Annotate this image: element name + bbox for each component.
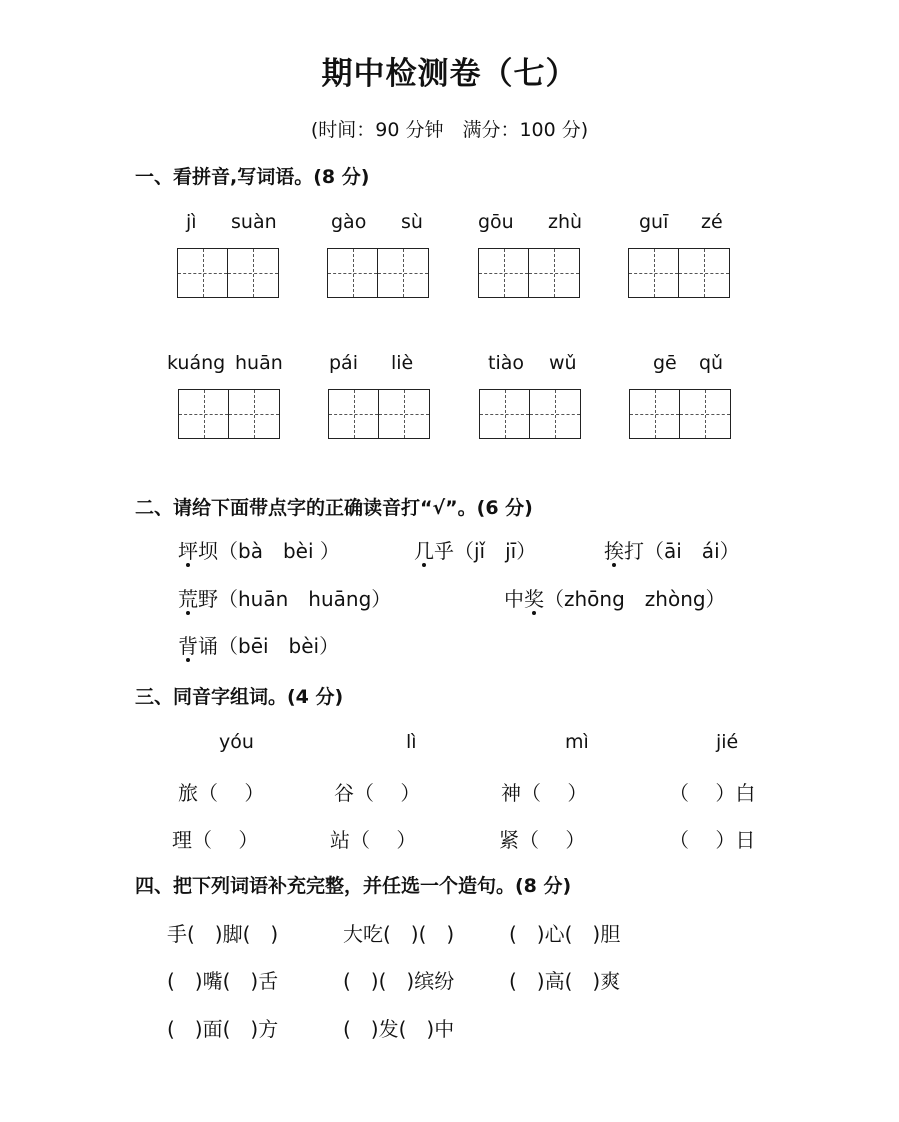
- writing-grid[interactable]: [478, 248, 580, 298]
- word-blank[interactable]: （ ）白: [669, 781, 756, 805]
- pinyin-2-2a: pái: [329, 352, 358, 374]
- item-text: （zhōng zhòng）: [544, 587, 726, 611]
- idiom-blank[interactable]: ( )高( )爽: [509, 969, 621, 993]
- writing-grid[interactable]: [628, 248, 730, 298]
- item-text: 诵（bēi bèi）: [198, 634, 340, 658]
- section1-heading: 一、看拼音,写词语。(8 分): [135, 166, 370, 188]
- pinyin-2-4b: qǔ: [699, 352, 724, 374]
- item-text: 乎（jǐ jī）: [434, 539, 537, 563]
- dotted-char: 坪: [178, 539, 198, 563]
- dotted-char: 挨: [604, 539, 624, 563]
- reading-item[interactable]: [178, 630, 339, 659]
- dotted-char: 奖: [524, 587, 544, 611]
- dotted-char: 背: [178, 634, 198, 658]
- pinyin-mi: mì: [565, 731, 589, 753]
- idiom-blank[interactable]: 手( )脚( ): [167, 922, 279, 946]
- reading-item[interactable]: [178, 583, 391, 612]
- section2-heading: 二、请给下面带点字的正确读音打“√”。(6 分): [135, 497, 533, 519]
- reading-item[interactable]: [604, 535, 740, 564]
- pinyin-2-3b: wǔ: [549, 352, 577, 374]
- pinyin-1-2a: gào: [331, 211, 367, 233]
- pinyin-li: lì: [406, 731, 417, 753]
- exam-info: (时间：90 分钟 满分：100 分): [310, 119, 589, 141]
- pinyin-jie: jié: [716, 731, 739, 753]
- section3-heading: 三、同音字组词。(4 分): [135, 686, 344, 708]
- pinyin-1-4a: guī: [639, 211, 669, 233]
- writing-grid[interactable]: [328, 389, 430, 439]
- word-blank[interactable]: 理（ ）: [172, 828, 259, 852]
- pinyin-2-1a: kuáng: [167, 352, 226, 374]
- item-text: 中: [504, 587, 524, 611]
- writing-grid[interactable]: [629, 389, 731, 439]
- item-text: 打（āi ái）: [624, 539, 740, 563]
- item-text: 野（huān huāng）: [198, 587, 392, 611]
- reading-item[interactable]: [504, 583, 726, 612]
- reading-item[interactable]: [178, 535, 340, 564]
- writing-grid[interactable]: [327, 248, 429, 298]
- idiom-blank[interactable]: ( )嘴( )舌: [167, 969, 279, 993]
- pinyin-1-4b: zé: [701, 211, 723, 233]
- item-text: 坝（bà bèi ）: [198, 539, 340, 563]
- pinyin-1-1b: suàn: [231, 211, 277, 233]
- pinyin-1-3b: zhù: [548, 211, 583, 233]
- pinyin-1-2b: sù: [401, 211, 423, 233]
- writing-grid[interactable]: [178, 389, 280, 439]
- word-blank[interactable]: 谷（ ）: [334, 781, 421, 805]
- writing-grid[interactable]: [177, 248, 279, 298]
- reading-item[interactable]: [414, 535, 536, 564]
- pinyin-1-1a: jì: [186, 211, 197, 233]
- idiom-blank[interactable]: ( )心( )胆: [509, 922, 621, 946]
- idiom-blank[interactable]: ( )( )缤纷: [343, 969, 455, 993]
- dotted-char: 几: [414, 539, 434, 563]
- word-blank[interactable]: （ ）日: [669, 828, 756, 852]
- pinyin-1-3a: gōu: [478, 211, 514, 233]
- pinyin-2-1b: huān: [235, 352, 283, 374]
- pinyin-2-2b: liè: [391, 352, 414, 374]
- pinyin-2-3a: tiào: [488, 352, 524, 374]
- word-blank[interactable]: 紧（ ）: [499, 828, 586, 852]
- idiom-blank[interactable]: ( )面( )方: [167, 1017, 279, 1041]
- writing-grid[interactable]: [479, 389, 581, 439]
- word-blank[interactable]: 神（ ）: [501, 781, 588, 805]
- word-blank[interactable]: 站（ ）: [330, 828, 417, 852]
- pinyin-2-4a: gē: [653, 352, 677, 374]
- pinyin-you: yóu: [219, 731, 254, 753]
- page-title: 期中检测卷（七）: [321, 56, 578, 92]
- dotted-char: 荒: [178, 587, 198, 611]
- idiom-blank[interactable]: 大吃( )( ): [343, 922, 455, 946]
- word-blank[interactable]: 旅（ ）: [178, 781, 265, 805]
- section4-heading: 四、把下列词语补充完整，并任选一个造句。(8 分): [135, 875, 572, 897]
- idiom-blank[interactable]: ( )发( )中: [343, 1017, 455, 1041]
